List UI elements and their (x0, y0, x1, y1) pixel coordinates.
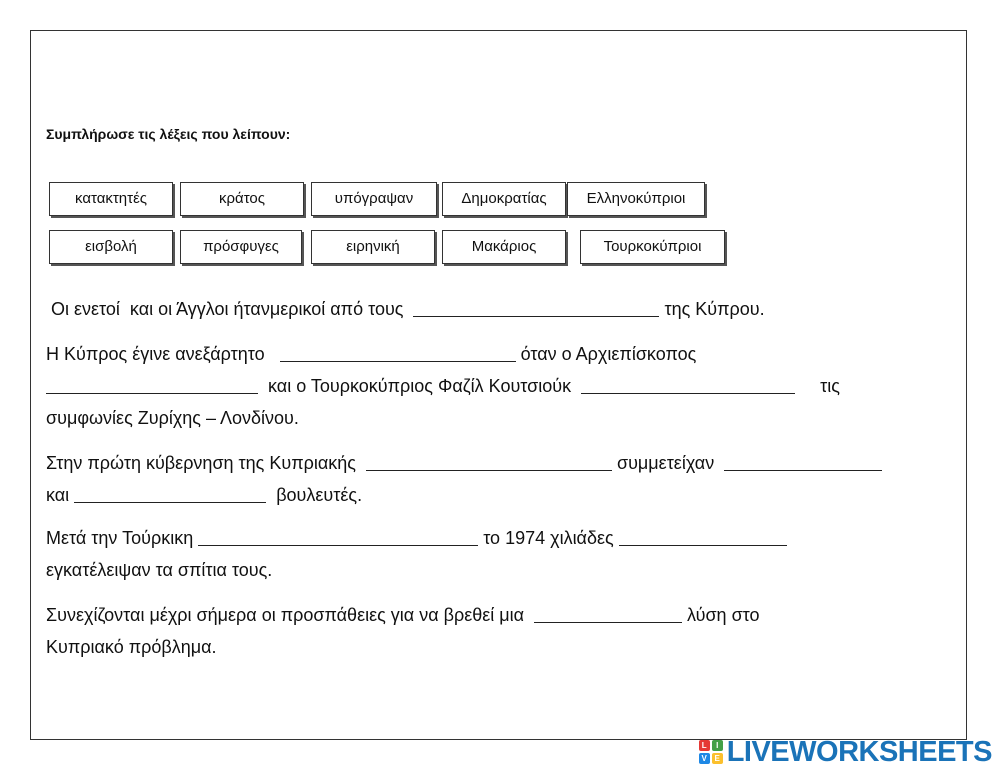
word-bank-item[interactable]: εισβολή (49, 230, 173, 264)
brand-name: LIVEWORKSHEETS (726, 735, 992, 768)
sentence-2: Η Κύπρος έγινε ανεξάρτητο όταν ο Αρχιεπίσκοπος και ο Τουρκοκύπριος Φαζίλ Κουτσιούκ τις συμφωνίες Ζυρίχης – Λονδίνου. (46, 344, 840, 428)
word-bank-item[interactable]: πρόσφυγες (180, 230, 302, 264)
word-bank-item[interactable]: Μακάριος (442, 230, 566, 264)
word-bank-item[interactable]: Τουρκοκύπριοι (580, 230, 725, 264)
answer-blank[interactable] (74, 484, 266, 503)
logo-tile: I (712, 740, 723, 751)
answer-blank[interactable] (619, 527, 787, 546)
logo-tile: V (699, 753, 710, 764)
word-bank-item[interactable]: κατακτητές (49, 182, 173, 216)
sentence-1: Οι ενετοί και οι Άγγλοι ήτανμερικοί από τους της Κύπρου. (46, 299, 765, 319)
word-bank-item[interactable]: Ελληνοκύπριοι (567, 182, 705, 216)
liveworksheets-logo-icon (699, 740, 723, 764)
answer-blank[interactable] (366, 452, 612, 471)
sentence-4: Μετά την Τούρκικη το 1974 χιλιάδες εγκατέλειψαν τα σπίτια τους. (46, 522, 966, 586)
answer-blank[interactable] (198, 527, 478, 546)
sentence-5: Συνεχίζονται μέχρι σήμερα οι προσπάθειες για να βρεθεί μια λύση στο Κυπριακό πρόβλημα. (46, 605, 760, 657)
word-bank-item[interactable]: ειρηνική (311, 230, 435, 264)
logo-tile: E (712, 753, 723, 764)
instruction-text: Συμπλήρωσε τις λέξεις που λείπουν: (46, 126, 291, 142)
answer-blank[interactable] (724, 452, 882, 471)
answer-blank[interactable] (46, 375, 258, 394)
liveworksheets-brand (699, 735, 992, 769)
answer-blank[interactable] (534, 604, 682, 623)
word-bank-item[interactable]: κράτος (180, 182, 304, 216)
answer-blank[interactable] (413, 298, 659, 317)
answer-blank[interactable] (280, 343, 516, 362)
sentence-3: Στην πρώτη κύβερνηση της Κυπριακής συμμετείχαν και βουλευτές. (46, 447, 966, 511)
answer-blank[interactable] (581, 375, 795, 394)
word-bank-item[interactable]: Δημοκρατίας (442, 182, 566, 216)
word-bank-item[interactable]: υπόγραψαν (311, 182, 437, 216)
logo-tile: L (699, 740, 710, 751)
